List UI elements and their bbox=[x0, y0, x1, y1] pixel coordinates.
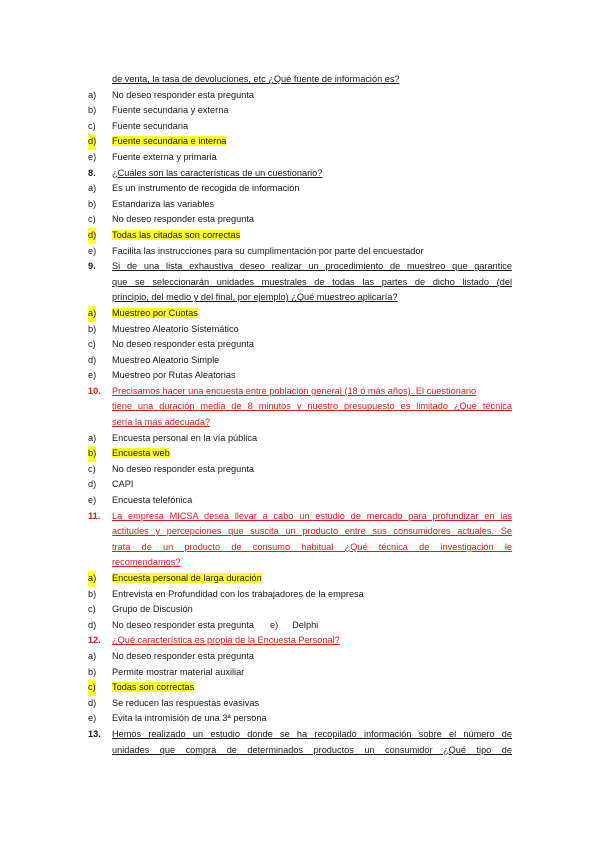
option-text: Muestreo Aleatorio Simple bbox=[112, 354, 220, 365]
answer-option bbox=[88, 665, 512, 681]
answer-option bbox=[88, 306, 512, 322]
option-text: Facilita las instrucciones para su cumplimentación por parte del encuestador bbox=[112, 245, 424, 256]
option-letter: e) bbox=[88, 370, 97, 381]
option-letter: a) bbox=[88, 571, 96, 587]
option-text: No deseo responder esta pregunta bbox=[112, 463, 254, 474]
option-letter: a) bbox=[88, 183, 97, 194]
question-text: actitudes y percepciones que suscita un producto entre sus consumidores actuales. Se bbox=[112, 526, 512, 537]
option-text: No deseo responder esta pregunta bbox=[112, 339, 254, 350]
option-text: Grupo de Discusión bbox=[112, 604, 193, 615]
answer-option bbox=[88, 181, 512, 197]
option-text: Delphi bbox=[292, 619, 319, 630]
answer-option bbox=[88, 197, 512, 213]
option-letter: c) bbox=[88, 463, 96, 474]
answer-option bbox=[88, 477, 512, 493]
option-text: CAPI bbox=[112, 479, 134, 490]
option-text: Estandariza las variables bbox=[112, 198, 215, 209]
answer-option bbox=[88, 103, 512, 119]
option-letter: d) bbox=[88, 697, 97, 708]
answer-option bbox=[88, 88, 512, 104]
option-letter: d) bbox=[88, 228, 96, 244]
answer-option bbox=[88, 587, 512, 603]
question-line bbox=[88, 399, 512, 415]
option-letter: d) bbox=[88, 134, 96, 150]
quiz-content bbox=[88, 72, 512, 758]
answer-option bbox=[88, 119, 512, 135]
question-number: 11. bbox=[88, 510, 101, 521]
answer-option bbox=[88, 711, 512, 727]
option-text: Fuente externa y primaria bbox=[112, 151, 217, 162]
option-letter: b) bbox=[88, 666, 97, 677]
option-text: Encuesta personal en la vía pública bbox=[112, 432, 258, 443]
answer-option bbox=[88, 493, 512, 509]
option-letter: a) bbox=[88, 650, 97, 661]
answer-option bbox=[88, 228, 512, 244]
question-text: unidades que compra de determinados productos un consumidor ¿Qué tipo de bbox=[112, 744, 512, 755]
question-text: tiene una duración media de 8 minutos y nuestro presupuesto es limitado ¿Qué técnica bbox=[112, 401, 512, 412]
question-text: La empresa MICSA desea llevar a cabo un estudio de mercado para profundizar en las bbox=[112, 510, 512, 521]
option-letter: b) bbox=[88, 446, 96, 462]
option-text: Fuente secundaria e interna bbox=[112, 136, 227, 147]
option-text: Fuente secundaria y externa bbox=[112, 105, 229, 116]
question-line bbox=[88, 275, 512, 291]
question-text: ¿Qué característica es propia de la Encuesta Personal? bbox=[112, 635, 340, 646]
question-text: recomendamos? bbox=[112, 557, 181, 568]
option-text: No deseo responder esta pregunta bbox=[112, 89, 254, 100]
answer-option bbox=[88, 337, 512, 353]
option-text: Todas las citadas son correctas bbox=[112, 229, 241, 240]
option-letter: e) bbox=[88, 151, 97, 162]
question-text: que se seleccionarán unidades muestrales de todas las partes de dicho listado (del bbox=[112, 276, 512, 287]
question-text: Si de una lista exhaustiva deseo realizar un procedimiento de muestreo que garantice bbox=[112, 261, 512, 272]
answer-option bbox=[88, 462, 512, 478]
option-text: No deseo responder esta pregunta bbox=[112, 214, 254, 225]
option-text: Se reducen las respuestas evasivas bbox=[112, 697, 260, 708]
option-text: No deseo responder esta pregunta bbox=[112, 650, 254, 661]
question-line bbox=[88, 524, 512, 540]
option-text: Todas son correctas bbox=[112, 682, 195, 693]
question-line bbox=[88, 72, 512, 88]
answer-option bbox=[88, 696, 512, 712]
answer-option bbox=[88, 134, 512, 150]
question-text: Hemos realizado un estudio donde se ha recopilado información sobre el número de bbox=[112, 728, 512, 739]
option-letter: b) bbox=[88, 198, 97, 209]
question-text: Precisamos hacer una encuesta entre población general (18 ó más años). El cuestionario bbox=[112, 385, 477, 396]
option-letter: e) bbox=[88, 713, 97, 724]
option-text: Muestreo Aleatorio Sistemático bbox=[112, 323, 239, 334]
option-text: Es un instrumento de recogida de información bbox=[112, 183, 300, 194]
question-line bbox=[88, 727, 512, 743]
option-letter: d) bbox=[88, 619, 97, 630]
option-letter: e) bbox=[270, 619, 279, 630]
question-line bbox=[88, 540, 512, 556]
option-text: Muestreo por Rutas Aleatorias bbox=[112, 370, 236, 381]
answer-option bbox=[88, 602, 512, 618]
question-text: ¿Cuáles son las características de un cuestionario? bbox=[112, 167, 323, 178]
option-text: Encuesta personal de larga duración bbox=[112, 573, 262, 583]
question-line bbox=[88, 555, 512, 571]
option-letter: c) bbox=[88, 214, 96, 225]
question-text: principio, del medio y del final, por ejemplo) ¿Qué muestreo aplicaría? bbox=[112, 292, 398, 303]
option-letter: c) bbox=[88, 604, 96, 615]
question-line bbox=[88, 633, 512, 649]
question-text: trata de un producto de consumo habitual ¿Qué técnica de investigación le bbox=[112, 541, 512, 552]
option-letter: b) bbox=[88, 105, 97, 116]
answer-option bbox=[88, 571, 512, 587]
answer-option bbox=[88, 322, 512, 338]
question-text: sería la más adecuada? bbox=[112, 417, 211, 428]
option-letter: c) bbox=[88, 680, 96, 696]
answer-option bbox=[88, 212, 512, 228]
answer-option bbox=[88, 244, 512, 260]
option-text: Entrevista en Profundidad con los trabajadores de la empresa bbox=[112, 588, 364, 599]
answer-option bbox=[88, 618, 512, 634]
answer-option bbox=[88, 150, 512, 166]
question-number: 8. bbox=[88, 167, 96, 178]
question-line bbox=[88, 384, 512, 400]
inline-answer-option bbox=[270, 620, 318, 630]
question-line bbox=[88, 259, 512, 275]
option-text: Fuente secundaria bbox=[112, 120, 189, 131]
option-text: Muestreo por Cuotas bbox=[112, 307, 198, 318]
question-line bbox=[88, 290, 512, 306]
answer-option bbox=[88, 431, 512, 447]
question-number: 10. bbox=[88, 385, 101, 396]
option-letter: e) bbox=[88, 495, 97, 506]
question-line bbox=[88, 743, 512, 759]
answer-option bbox=[88, 368, 512, 384]
answer-option bbox=[88, 680, 512, 696]
question-number: 9. bbox=[88, 261, 96, 272]
answer-option bbox=[88, 649, 512, 665]
answer-option bbox=[88, 353, 512, 369]
question-number: 12. bbox=[88, 635, 101, 646]
question-number: 13. bbox=[88, 728, 101, 739]
option-text: Encuesta telefónica bbox=[112, 495, 193, 506]
question-line bbox=[88, 509, 512, 525]
option-letter: c) bbox=[88, 120, 96, 131]
option-text: No deseo responder esta pregunta bbox=[112, 619, 254, 630]
option-letter: e) bbox=[88, 245, 97, 256]
question-text: de venta, la tasa de devoluciones, etc ¿Qué fuente de información es? bbox=[112, 74, 400, 84]
option-text: Encuesta web bbox=[112, 448, 170, 459]
option-letter: d) bbox=[88, 479, 97, 490]
option-letter: c) bbox=[88, 339, 96, 350]
option-letter: a) bbox=[88, 432, 97, 443]
question-line bbox=[88, 415, 512, 431]
option-letter: b) bbox=[88, 588, 97, 599]
option-letter: d) bbox=[88, 354, 97, 365]
option-text: Permite mostrar material auxiliar bbox=[112, 666, 245, 677]
question-line bbox=[88, 166, 512, 182]
option-letter: a) bbox=[88, 306, 96, 322]
option-text: Evita la intromisión de una 3ª persona bbox=[112, 713, 267, 724]
option-letter: a) bbox=[88, 89, 97, 100]
answer-option bbox=[88, 446, 512, 462]
option-letter: b) bbox=[88, 323, 97, 334]
